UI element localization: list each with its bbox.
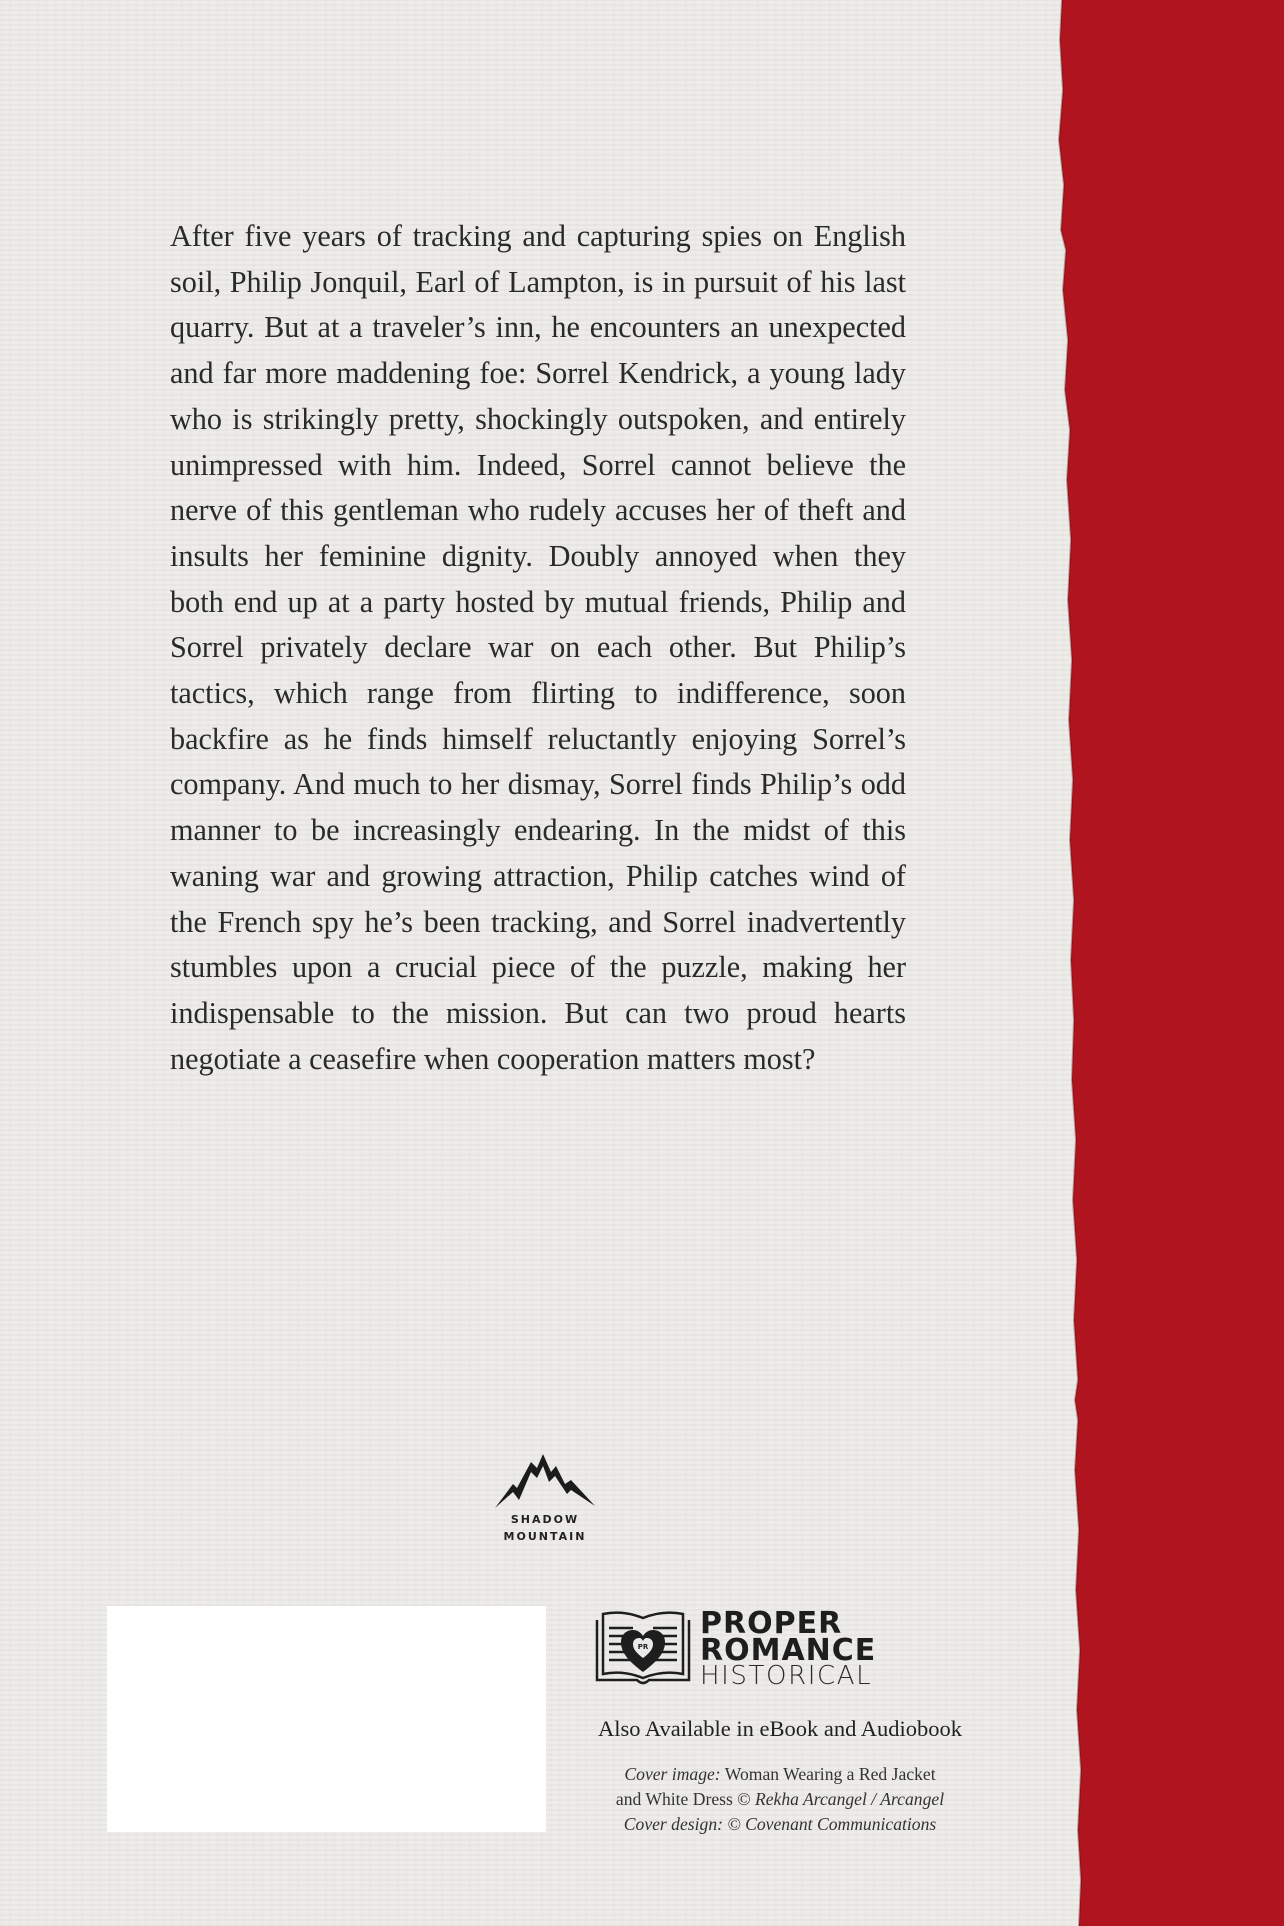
open-book-heart-icon (593, 1606, 693, 1688)
imprint-badge: PR (637, 1643, 649, 1651)
imprint-name-line1: PROPER (700, 1606, 843, 1641)
cover-image-credit-line1 (570, 1762, 990, 1787)
mountain-peaks-icon (493, 1448, 597, 1510)
red-torn-edge-band (1054, 0, 1284, 1926)
cover-credits (570, 1762, 990, 1837)
back-cover-blurb: After five years of tracking and capturing spies on English soil, Philip Jonquil, Earl of Lampton, is in pursuit of his last quarry. But at a traveler’s inn, he encounters an unexpected and far more maddening foe: Sorrel Kendrick, a young lady who is strikingly pretty, shockingly outspoken, and entirely unimpressed with him. Indeed, Sorrel cannot believe the nerve of this gentleman who rudely accuses her of theft and insults her feminine dignity. Doubly annoyed when they both end up at a party hosted by mutual friends, Philip and Sorrel privately declare war on each other. But Philip’s tactics, which range from flirting to indifference, soon backfire as he finds himself reluctantly enjoying Sorrel’s company. And much to her dismay, Sorrel finds Philip’s odd manner to be increasingly endearing. In the midst of this waning war and growing attraction, Philip catches wind of the French spy he’s been tracking, and Sorrel inadvertently stumbles upon a crucial piece of the puzzle, making her indispensable to the mission. But can two proud hearts negotiate a ceasefire when cooperation matters most? (170, 219, 906, 1076)
imprint-name-line3: HISTORICAL (700, 1661, 873, 1691)
cover-design-label: Cover design: © Covenant Communications (623, 1814, 937, 1834)
cover-design-credit (570, 1812, 990, 1837)
cover-image-title-2: and White Dress © (615, 1789, 751, 1809)
publisher-name-line1: SHADOW (510, 1513, 580, 1526)
cover-image-label: Cover image: (624, 1764, 721, 1784)
publisher-logo (480, 1448, 610, 1544)
publisher-name-line2: MOUNTAIN (503, 1530, 587, 1543)
imprint-logo (590, 1600, 920, 1690)
imprint-name-line2: ROMANCE (700, 1633, 877, 1668)
cover-image-title-1: Woman Wearing a Red Jacket (724, 1764, 936, 1784)
availability-note: Also Available in eBook and Audiobook (598, 1716, 962, 1741)
cover-image-credit-line2 (570, 1787, 990, 1812)
barcode-area (107, 1606, 546, 1832)
cover-image-artist: Rekha Arcangel / Arcangel (755, 1789, 945, 1809)
